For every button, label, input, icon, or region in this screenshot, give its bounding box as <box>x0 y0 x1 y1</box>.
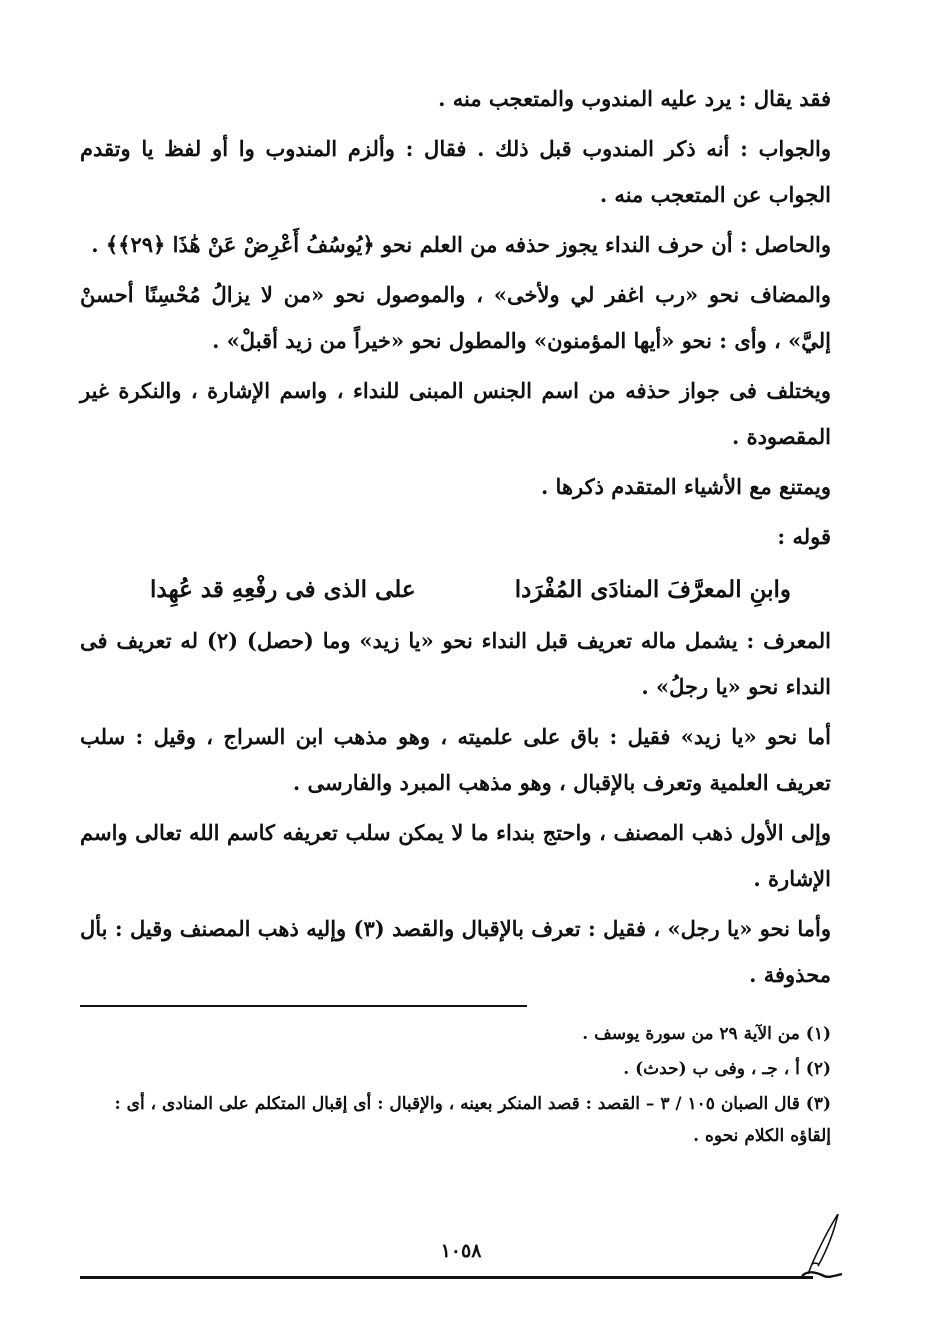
paragraph-6: ويمتنع مع الأشياء المتقدم ذكرها . <box>540 474 831 499</box>
paragraph-9: أما نحو «يا زيد» فقيل : باق على علميته ، وهو مذهب ابن السراج ، وقيل : سلب تعريف العلمية وتعرف بالإقبال ، وهو مذهب المبرد والفارسى . <box>80 724 831 795</box>
paragraph-8: المعرف : يشمل ماله تعريف قبل النداء نحو «يا زيد» وما (حصل) (٢) له تعريف فى النداء نحو «يا رجلُ» . <box>80 628 831 699</box>
footnote-1: (١) من الآية ٢٩ من سورة يوسف . <box>582 1024 831 1044</box>
paragraph-1: فقد يقال : يرد عليه المندوب والمتعجب منه . <box>438 86 831 111</box>
verse-first-hemistich: وابنِ المعرَّفَ المنادَى المُفْرَدا <box>514 576 791 603</box>
footnote-2: (٢) أ ، جـ ، وفى ب (حدث) . <box>623 1059 831 1079</box>
main-text <box>80 76 831 1002</box>
quill-pen-icon <box>798 1212 846 1282</box>
bottom-divider <box>80 1276 813 1279</box>
footnote-divider <box>80 1005 527 1007</box>
paragraph-2: والجواب : أنه ذكر المندوب قبل ذلك . فقال : وألزم المندوب وا أو لفظ يا وتقدم الجواب عن المتعجب منه . <box>80 136 831 207</box>
paragraph-4: والمضاف نحو «رب اغفر لي ولأخى» ، والموصول نحو «من لا يزالُ مُحْسِنًا أحسنْ إليَّ» ، وأى : نحو «أيها المؤمنون» والمطول نحو «خيراً من زيد أقبلْ» . <box>80 282 831 353</box>
page-number: ١٠٥٨ <box>440 1240 482 1262</box>
paragraph-7: قوله : <box>777 524 831 549</box>
footnote-3: (٣) قال الصبان ١٠٥ / ٣ – القصد : قصد المنكر بعينه ، والإقبال : أى إقبال المتكلم على المنادى ، أى : إلقاؤه الكلام نحوه . <box>114 1094 831 1146</box>
poetry-verse <box>80 566 831 614</box>
paragraph-11: وأما نحو «يا رجل» ، فقيل : تعرف بالإقبال والقصد (٣) وإليه ذهب المصنف وقيل : بأل محذوفة . <box>80 916 831 987</box>
paragraph-5: ويختلف فى جواز حذفه من اسم الجنس المبنى للنداء ، واسم الإشارة ، والنكرة غير المقصودة . <box>80 378 831 449</box>
verse-second-hemistich: على الذى فى رفْعِهِ قد عُهِدا <box>150 576 416 603</box>
paragraph-3: والحاصل : أن حرف النداء يجوز حذفه من العلم نحو ﴿يُوسُفُ أَعْرِضْ عَنْ هَٰذَا ﴿٢٩﴾﴾ . <box>91 232 831 257</box>
footnotes <box>80 1018 831 1155</box>
paragraph-10: وإلى الأول ذهب المصنف ، واحتج بنداء ما لا يمكن سلب تعريفه كاسم الله تعالى واسم الإشارة . <box>80 820 831 891</box>
